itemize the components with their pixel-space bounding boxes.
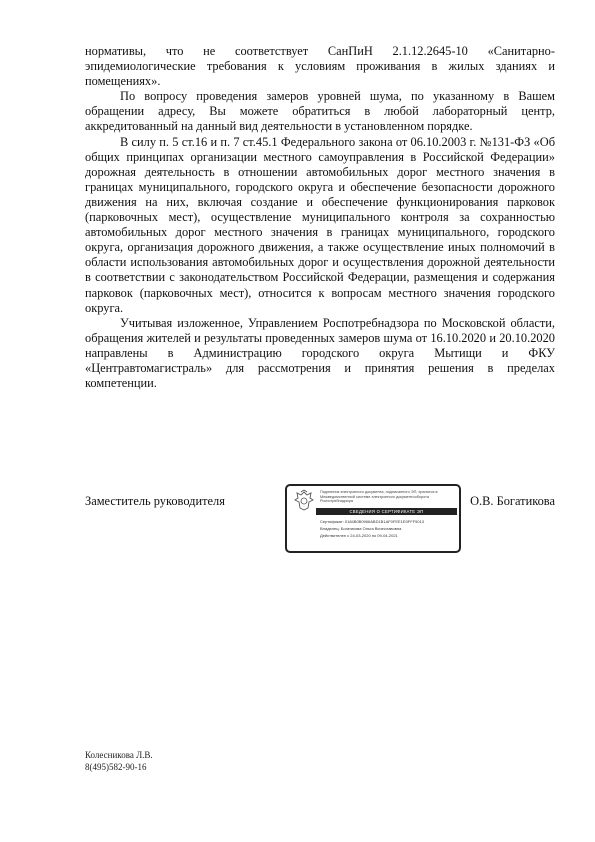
coat-of-arms-icon (292, 489, 316, 513)
author-name: Колесникова Л.В. (85, 750, 153, 760)
letter-body (85, 44, 555, 391)
signature-block (85, 484, 555, 554)
stamp-caption: Подлинник электронного документа, подписанного ЭП, хранится в Межведомственной системе электронного документооборота Роспотребнадзора (320, 490, 438, 504)
signatory-name: О.В. Богатикова (470, 494, 555, 508)
paragraph-federal-law: В силу п. 5 ст.16 и п. 7 ст.45.1 Федерального закона от 06.10.2003 г. №131-ФЗ «Об общих принципах организации местного самоуправления в Российской Федерации» дорожная деятельность в отношении автомобильных дорог местного значения в границах муниципального, городского округа и обеспечение безопасности дорожного движения на них, включая создание и обеспечение функционирования парковок (парковочных мест), осуществление муниципального контроля за сохранностью автомобильных дорог местного значения в границах муниципального, городского округа, организация дорожного движения, а также осуществление иных полномочий в области использования автомобильных дорог и осуществления дорожной деятельности в соответствии с законодательством Российской Федерации, размещения и содержания парковок (парковочных мест), относится к вопросам местного значения городского округа. (85, 134, 555, 315)
stamp-banner: СВЕДЕНИЯ О СЕРТИФИКАТЕ ЭП (316, 508, 457, 515)
stamp-owner: Владелец: Богатикова Ольга Вячеславовна (320, 526, 402, 531)
author-phone: 8(495)582-90-16 (85, 762, 147, 772)
signatory-position: Заместитель руководителя (85, 494, 225, 508)
paragraph-conclusion: Учитывая изложенное, Управлением Роспотребнадзора по Московской области, обращения жителей и результаты проведенных замеров шума от 16.10.2020 и 20.10.2020 направлены в Администрацию городского округа Мытищи и ФКУ «Центравтомагистраль» для рассмотрения и принятия решения в пределах компетенции. (85, 315, 555, 391)
paragraph-noise-measurement: По вопросу проведения замеров уровней шума, по указанному в Вашем обращении адресу, Вы можете обратиться в любой лабораторный центр, аккредитованный на данный вид деятельности в установленном порядке. (85, 89, 555, 134)
paragraph-sanpin: нормативы, что не соответствует СанПиН 2.1.12.2645-10 «Санитарно-эпидемиологические требования к условиям проживания в жилых зданиях и помещениях». (85, 44, 555, 89)
stamp-validity: Действителен с 24-03-2020 по 09-04-2021 (320, 533, 398, 538)
electronic-signature-stamp (285, 484, 461, 553)
stamp-details (320, 518, 457, 539)
stamp-certificate: Сертификат: 0184B0B0966ABD1B1AF0FEE1E0FFF5013 (320, 519, 425, 524)
footer-contact (85, 749, 153, 773)
